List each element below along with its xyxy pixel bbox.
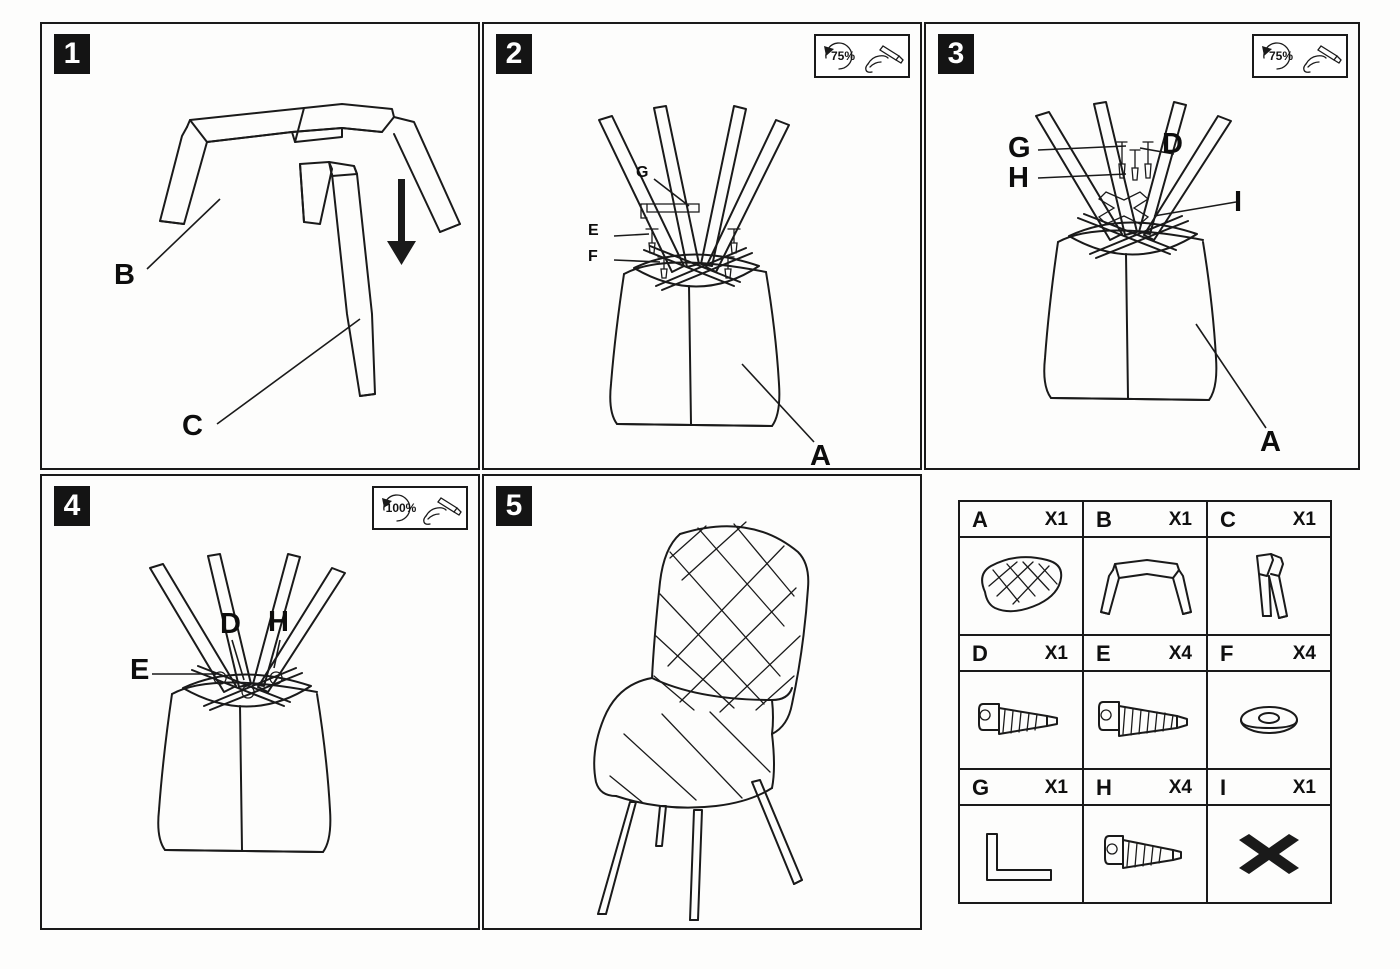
callout-label-c: C [182,410,203,442]
callout-label-h: H [268,606,289,638]
part-letter: F [1220,641,1234,666]
callout-label-f: F [588,248,598,265]
part-header-h [1083,769,1207,805]
seat-cushion-icon [969,546,1073,626]
front-leg-frame-icon [1093,546,1197,626]
short-bolt-icon [969,680,1073,760]
part-letter: E [1096,641,1111,666]
washer-icon [1217,680,1321,760]
part-letter: A [972,507,988,532]
part-qty: X4 [1168,777,1192,798]
part-letter: H [1096,775,1112,800]
parts-row-art-2 [959,671,1331,769]
part-art-h [1083,805,1207,903]
part-qty: X4 [1168,643,1192,664]
step-panel-5 [482,474,922,930]
callout-label-i: I [1234,186,1243,218]
part-art-c [1207,537,1331,635]
parts-row-header-2 [959,635,1331,671]
parts-row-art-3 [959,805,1331,903]
part-art-a [959,537,1083,635]
cross-bracket-icon [1217,814,1321,894]
part-letter: B [1096,507,1112,532]
step-3-illustration [926,24,1362,472]
rotation-percent-4: 100% [385,501,417,515]
part-header-d [959,635,1083,671]
step-panel-1 [40,22,480,470]
medium-bolt-icon [1093,814,1197,894]
part-art-g [959,805,1083,903]
long-bolt-icon [1093,680,1197,760]
part-qty: X1 [1044,777,1068,798]
part-art-i [1207,805,1331,903]
step-number-4: 4 [54,486,90,526]
callout-label-d: D [220,608,241,640]
step-2-illustration [484,24,924,472]
part-header-e [1083,635,1207,671]
part-qty: X1 [1168,509,1192,530]
parts-list-panel [924,474,1360,930]
part-qty: X1 [1292,777,1316,798]
part-letter: C [1220,507,1236,532]
part-letter: D [972,641,988,666]
part-art-e [1083,671,1207,769]
step-number-2: 2 [496,34,532,74]
rotation-percent-2: 75% [830,49,856,63]
step-panel-3 [924,22,1360,470]
parts-row-header-1 [959,501,1331,537]
rear-leg-frame-icon [1217,546,1321,626]
part-art-f [1207,671,1331,769]
callout-label-g: G [1008,132,1031,164]
callout-label-d: D [1162,128,1183,160]
part-qty: X1 [1044,643,1068,664]
step-panel-2 [482,22,922,470]
parts-table [958,500,1332,904]
callout-label-b: B [114,259,135,291]
step-number-3: 3 [938,34,974,74]
callout-label-a: A [1260,426,1281,458]
callout-label-e: E [588,222,599,239]
part-header-b [1083,501,1207,537]
part-letter: G [972,775,990,800]
step-1-illustration [42,24,482,472]
callout-label-e: E [130,654,150,686]
part-header-g [959,769,1083,805]
parts-row-art-1 [959,537,1331,635]
part-qty: X1 [1292,509,1316,530]
step-5-illustration [484,476,924,932]
callout-label-g: G [636,164,649,181]
step-panel-4 [40,474,480,930]
part-header-a [959,501,1083,537]
part-header-c [1207,501,1331,537]
part-letter: I [1220,775,1227,800]
part-header-f [1207,635,1331,671]
allen-key-icon [969,814,1073,894]
part-qty: X4 [1292,643,1316,664]
step-4-illustration [42,476,482,932]
step-number-1: 1 [54,34,90,74]
step-number-5: 5 [496,486,532,526]
rotation-percent-3: 75% [1268,49,1294,63]
callout-label-h: H [1008,162,1029,194]
part-art-b [1083,537,1207,635]
callout-label-a: A [810,440,831,472]
parts-row-header-3 [959,769,1331,805]
part-header-i [1207,769,1331,805]
part-art-d [959,671,1083,769]
part-qty: X1 [1044,509,1068,530]
